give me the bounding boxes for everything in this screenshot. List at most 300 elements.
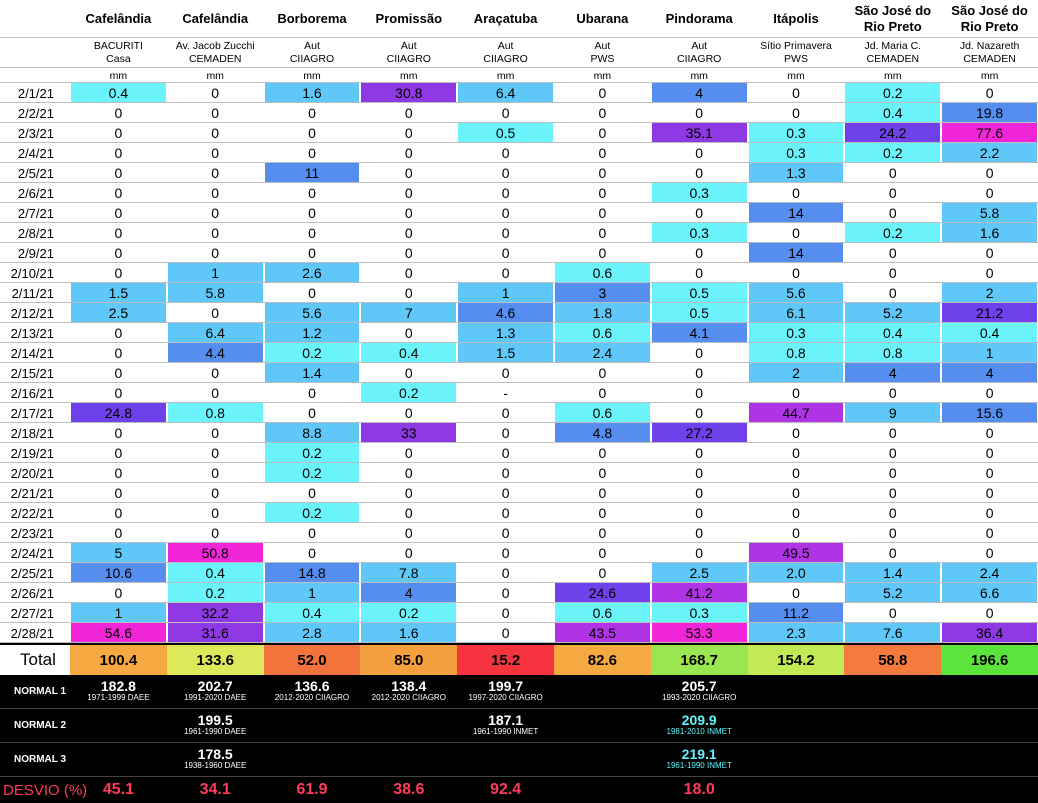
rainfall-cell: 6.4 bbox=[168, 323, 263, 343]
normal-value: 202.7 bbox=[197, 677, 233, 694]
station-detail-line2: CEMADEN bbox=[866, 53, 920, 65]
station-city-header bbox=[70, 0, 167, 38]
rainfall-cell: 0 bbox=[792, 445, 800, 461]
normal-value: 199.7 bbox=[488, 677, 524, 694]
table-row bbox=[0, 163, 1038, 183]
rainfall-cell: 0 bbox=[695, 145, 704, 161]
table-row bbox=[0, 283, 1038, 303]
date-cell: 2/18/21 bbox=[10, 425, 54, 441]
rainfall-cell: 35.1 bbox=[652, 123, 747, 143]
rainfall-cell: 0 bbox=[211, 465, 220, 481]
rainfall-cell: 0 bbox=[888, 165, 897, 181]
total-value: 196.6 bbox=[941, 645, 1038, 675]
rainfall-cell: 0 bbox=[114, 505, 123, 521]
normal-value-cell bbox=[167, 675, 264, 708]
rainfall-cell: 0 bbox=[404, 325, 413, 341]
rainfall-cell: 0 bbox=[598, 205, 607, 221]
station-detail-header bbox=[264, 38, 361, 68]
rainfall-cell: 0 bbox=[308, 405, 316, 421]
table-row bbox=[0, 483, 1038, 503]
rainfall-cell: 14.8 bbox=[265, 563, 360, 583]
normal-value-cell bbox=[360, 675, 457, 708]
rainfall-cell: 0.6 bbox=[555, 323, 650, 343]
rainfall-cell: 0 bbox=[695, 345, 704, 361]
rainfall-cell: 0 bbox=[598, 145, 607, 161]
rainfall-cell: 1 bbox=[168, 263, 263, 283]
rainfall-cell: 1 bbox=[265, 583, 360, 603]
rainfall-cell: 1.3 bbox=[749, 163, 844, 183]
rainfall-cell: 8.8 bbox=[265, 423, 360, 443]
rainfall-cell: 0 bbox=[501, 205, 510, 221]
rainfall-cell: 0 bbox=[598, 385, 607, 401]
date-cell: 2/20/21 bbox=[10, 465, 54, 481]
normal-value-cell bbox=[167, 743, 264, 776]
station-detail-line1: Aut bbox=[497, 40, 514, 52]
rainfall-cell: 2.4 bbox=[555, 343, 650, 363]
rainfall-cell: 0 bbox=[211, 205, 220, 221]
table-row bbox=[0, 603, 1038, 623]
rainfall-cell: 0 bbox=[598, 525, 607, 541]
rainfall-cell: 0 bbox=[211, 525, 220, 541]
date-cell: 2/16/21 bbox=[10, 385, 54, 401]
station-detail-line2: PWS bbox=[784, 53, 808, 65]
total-value: 52.0 bbox=[264, 645, 361, 675]
date-cell: 2/4/21 bbox=[17, 145, 54, 161]
station-city-name: Pindorama bbox=[665, 11, 733, 26]
rainfall-cell: 0.2 bbox=[361, 383, 456, 403]
rainfall-cell: 0 bbox=[695, 265, 704, 281]
desvio-row bbox=[0, 777, 1038, 803]
table-row bbox=[0, 343, 1038, 363]
rainfall-cell: 0 bbox=[792, 265, 800, 281]
station-detail-header bbox=[554, 38, 651, 68]
rainfall-cell: 0 bbox=[404, 205, 413, 221]
rainfall-cell: 5.2 bbox=[845, 303, 940, 323]
date-cell: 2/10/21 bbox=[10, 265, 54, 281]
rainfall-cell: 0 bbox=[404, 285, 413, 301]
rainfall-cell: 0 bbox=[501, 245, 510, 261]
desvio-value: 92.4 bbox=[490, 781, 522, 798]
rainfall-cell: 0 bbox=[501, 525, 510, 541]
unit-label: mm bbox=[980, 69, 999, 82]
rainfall-cell: 0 bbox=[404, 445, 413, 461]
normal-source: 1981-2010 INMET bbox=[666, 726, 732, 736]
rainfall-cell: 0 bbox=[985, 185, 994, 201]
rainfall-cell: 0.8 bbox=[168, 403, 263, 423]
rainfall-cell: 0 bbox=[114, 385, 123, 401]
rainfall-cell: 0 bbox=[114, 465, 123, 481]
date-cell: 2/27/21 bbox=[10, 605, 54, 621]
desvio-value: 45.1 bbox=[102, 781, 134, 798]
rainfall-cell: 0.8 bbox=[749, 343, 844, 363]
rainfall-cell: 1.8 bbox=[555, 303, 650, 323]
rainfall-cell: 0 bbox=[211, 225, 220, 241]
rainfall-cell: 0 bbox=[114, 125, 123, 141]
rainfall-cell: 1.3 bbox=[458, 323, 553, 343]
rainfall-cell: 4.8 bbox=[555, 423, 650, 443]
rainfall-cell: 0 bbox=[695, 165, 704, 181]
rainfall-cell: 0 bbox=[211, 305, 220, 321]
rainfall-cell: 0.2 bbox=[845, 223, 940, 243]
rainfall-cell: 0.2 bbox=[265, 463, 360, 483]
station-detail-line1: BACURITI bbox=[93, 40, 143, 52]
normal-value-cell bbox=[651, 675, 748, 708]
rainfall-cell: 0 bbox=[308, 125, 316, 141]
station-detail-line1: Aut bbox=[304, 40, 320, 52]
normal-row bbox=[0, 709, 1038, 743]
rainfall-cell: 0 bbox=[404, 225, 413, 241]
date-cell: 2/25/21 bbox=[10, 565, 54, 581]
rainfall-cell: 0 bbox=[114, 225, 123, 241]
table-row bbox=[0, 123, 1038, 143]
rainfall-cell: 0 bbox=[598, 125, 607, 141]
unit-label: mm bbox=[496, 69, 515, 82]
rainfall-cell: 0 bbox=[598, 465, 607, 481]
table-row bbox=[0, 543, 1038, 563]
station-detail-line2: CEMADEN bbox=[188, 53, 242, 65]
rainfall-cell: 0 bbox=[695, 385, 704, 401]
date-cell: 2/21/21 bbox=[10, 485, 54, 501]
rainfall-cell: 0 bbox=[792, 225, 800, 241]
table-row bbox=[0, 503, 1038, 523]
rainfall-cell: 0 bbox=[888, 185, 897, 201]
rainfall-cell: 7 bbox=[361, 303, 456, 323]
station-detail-header bbox=[457, 38, 554, 68]
rainfall-cell: 0.2 bbox=[168, 583, 263, 603]
rainfall-cell: 0 bbox=[985, 485, 994, 501]
station-city-name: São José do Rio Preto bbox=[854, 3, 932, 34]
unit-label: mm bbox=[787, 69, 805, 82]
unit-label: mm bbox=[884, 69, 902, 82]
rainfall-cell: 0 bbox=[598, 85, 607, 101]
rainfall-cell: 0 bbox=[888, 505, 897, 521]
station-detail-line2: CEMADEN bbox=[963, 53, 1016, 65]
normal-source: 1938-1960 DAEE bbox=[184, 760, 247, 770]
rainfall-cell: 0.3 bbox=[749, 143, 844, 163]
rainfall-cell: 0 bbox=[792, 105, 800, 121]
rainfall-cell: 5 bbox=[71, 543, 166, 563]
date-cell: 2/7/21 bbox=[17, 205, 54, 221]
rainfall-cell: 41.2 bbox=[652, 583, 747, 603]
rainfall-cell: 24.6 bbox=[555, 583, 650, 603]
station-city-name: Itápolis bbox=[773, 11, 819, 26]
desvio-label: DESVIO (%) bbox=[3, 781, 88, 799]
table-row bbox=[0, 623, 1038, 643]
date-cell: 2/1/21 bbox=[17, 85, 54, 101]
rainfall-cell: 4 bbox=[845, 363, 940, 383]
rainfall-cell: 0 bbox=[501, 405, 510, 421]
rainfall-cell: 0 bbox=[211, 505, 220, 521]
rainfall-cell: 0 bbox=[598, 185, 607, 201]
normal-value-cell bbox=[457, 709, 554, 742]
desvio-value: 34.1 bbox=[199, 781, 231, 798]
rainfall-cell: 0 bbox=[404, 125, 413, 141]
normal-value: 187.1 bbox=[488, 711, 524, 728]
rainfall-cell: 2.5 bbox=[652, 563, 747, 583]
rainfall-cell: 0.5 bbox=[458, 123, 553, 143]
rainfall-cell: 0.2 bbox=[265, 503, 360, 523]
rainfall-cell: 0 bbox=[985, 505, 994, 521]
rainfall-cell: 4.4 bbox=[168, 343, 263, 363]
table-row bbox=[0, 463, 1038, 483]
station-detail-line2: CIIAGRO bbox=[677, 53, 722, 65]
rainfall-cell: 0.3 bbox=[652, 183, 747, 203]
rainfall-cell: 0 bbox=[792, 525, 800, 541]
rainfall-cell: 54.6 bbox=[71, 623, 166, 643]
rainfall-cell: 1 bbox=[458, 283, 553, 303]
rainfall-cell: 0 bbox=[308, 205, 316, 221]
rainfall-cell: 0 bbox=[888, 445, 897, 461]
rainfall-cell: 0 bbox=[598, 505, 607, 521]
rainfall-cell: 5.2 bbox=[845, 583, 940, 603]
rainfall-cell: 2.0 bbox=[749, 563, 844, 583]
rainfall-cell: 27.2 bbox=[652, 423, 747, 443]
rainfall-cell: 0 bbox=[695, 445, 704, 461]
rainfall-cell: 2.8 bbox=[265, 623, 360, 643]
station-detail-line2: CIIAGRO bbox=[289, 53, 335, 65]
date-cell: 2/2/21 bbox=[17, 105, 54, 121]
rainfall-cell: 0 bbox=[695, 545, 704, 561]
desvio-value: 18.0 bbox=[683, 781, 715, 798]
rainfall-cell: 0 bbox=[308, 225, 316, 241]
station-detail-header bbox=[844, 38, 941, 68]
rainfall-cell: 19.8 bbox=[942, 103, 1037, 123]
rainfall-cell: 0 bbox=[598, 245, 607, 261]
date-cell: 2/8/21 bbox=[17, 225, 54, 241]
table-row bbox=[0, 323, 1038, 343]
station-detail-line1: Av. Jacob Zucchi bbox=[175, 40, 255, 52]
rainfall-cell: 0 bbox=[598, 485, 607, 501]
rainfall-cell: 0 bbox=[501, 485, 510, 501]
rainfall-cell: 0.4 bbox=[71, 83, 166, 103]
rainfall-cell: 0 bbox=[211, 125, 220, 141]
rainfall-cell: 0 bbox=[695, 525, 704, 541]
rainfall-cell: 0 bbox=[695, 505, 704, 521]
rainfall-cell: 0 bbox=[501, 545, 510, 561]
rainfall-cell: 0 bbox=[501, 165, 510, 181]
normal-row bbox=[0, 743, 1038, 777]
rainfall-cell: 36.4 bbox=[942, 623, 1037, 643]
rainfall-cell: 0 bbox=[985, 425, 994, 441]
unit-label: mm bbox=[206, 69, 224, 82]
rainfall-cell: 0 bbox=[114, 105, 123, 121]
rainfall-cell: 0 bbox=[888, 285, 897, 301]
rainfall-cell: 0 bbox=[211, 485, 220, 501]
rainfall-cell: 1.4 bbox=[845, 563, 940, 583]
station-city-name: Borborema bbox=[277, 11, 347, 26]
desvio-value: 61.9 bbox=[296, 781, 328, 798]
rainfall-cell: 0.5 bbox=[652, 283, 747, 303]
rainfall-cell: 0 bbox=[114, 245, 123, 261]
rainfall-cell: 2.4 bbox=[942, 563, 1037, 583]
normal-value-cell bbox=[264, 675, 361, 708]
rainfall-cell: 0.5 bbox=[652, 303, 747, 323]
rainfall-cell: 0.3 bbox=[652, 223, 747, 243]
desvio-value: 38.6 bbox=[393, 781, 425, 798]
rainfall-cell: 1.4 bbox=[265, 363, 360, 383]
rainfall-cell: 0 bbox=[501, 265, 510, 281]
normal-value: 182.8 bbox=[100, 677, 136, 694]
rainfall-cell: 0 bbox=[114, 525, 123, 541]
rainfall-cell: 2 bbox=[749, 363, 844, 383]
rainfall-cell: 0 bbox=[114, 425, 123, 441]
normal-source: 1961-1990 INMET bbox=[666, 760, 732, 770]
table-row bbox=[0, 443, 1038, 463]
rainfall-cell: 0 bbox=[792, 505, 800, 521]
rainfall-cell: 0 bbox=[985, 85, 994, 101]
rainfall-cell: 0.3 bbox=[652, 603, 747, 623]
header-units bbox=[0, 68, 1038, 83]
rainfall-cell: 4.6 bbox=[458, 303, 553, 323]
date-cell: 2/3/21 bbox=[17, 125, 54, 141]
rainfall-cell: 0 bbox=[792, 425, 800, 441]
rainfall-cell: 0 bbox=[792, 385, 800, 401]
rainfall-cell: 0.6 bbox=[555, 263, 650, 283]
rainfall-cell: 0 bbox=[888, 605, 897, 621]
rainfall-cell: 0 bbox=[211, 145, 220, 161]
rainfall-cell: 0 bbox=[211, 165, 220, 181]
station-detail-line1: Aut bbox=[594, 40, 611, 52]
rainfall-cell: 0.2 bbox=[265, 443, 360, 463]
rainfall-cell: 0 bbox=[985, 445, 994, 461]
rainfall-cell: 0 bbox=[211, 105, 220, 121]
rainfall-cell: 0 bbox=[501, 505, 510, 521]
rainfall-cell: 1.6 bbox=[361, 623, 456, 643]
rainfall-cell: 0 bbox=[501, 625, 510, 641]
rainfall-cell: 0 bbox=[501, 565, 510, 581]
rainfall-cell: 0 bbox=[211, 385, 220, 401]
rainfall-cell: 0 bbox=[888, 245, 897, 261]
rainfall-cell: 0 bbox=[404, 365, 413, 381]
station-city-header bbox=[941, 0, 1038, 38]
station-detail-header bbox=[651, 38, 748, 68]
rainfall-cell: 0 bbox=[114, 585, 123, 601]
station-detail-header bbox=[360, 38, 457, 68]
rainfall-cell: 0.6 bbox=[555, 403, 650, 423]
rainfall-cell: 0 bbox=[695, 405, 704, 421]
station-city-name: São José do Rio Preto bbox=[951, 3, 1028, 34]
rainfall-cell: 15.6 bbox=[942, 403, 1037, 423]
rainfall-cell: 0 bbox=[404, 525, 413, 541]
table-row bbox=[0, 363, 1038, 383]
table-row bbox=[0, 583, 1038, 603]
station-city-header bbox=[651, 0, 748, 38]
rainfall-cell: 0 bbox=[308, 145, 316, 161]
table-row bbox=[0, 103, 1038, 123]
rainfall-cell: 0 bbox=[888, 545, 897, 561]
rainfall-cell: 0 bbox=[985, 605, 994, 621]
rainfall-cell: 0 bbox=[308, 285, 316, 301]
total-value: 58.8 bbox=[844, 645, 941, 675]
rainfall-cell: 0.2 bbox=[265, 343, 360, 363]
rainfall-cell: 2.2 bbox=[942, 143, 1037, 163]
date-cell: 2/9/21 bbox=[17, 245, 54, 261]
rainfall-cell: 0.3 bbox=[749, 123, 844, 143]
table-row bbox=[0, 183, 1038, 203]
normal-value-cell bbox=[651, 743, 748, 776]
rainfall-cell: 0 bbox=[695, 205, 704, 221]
station-detail-line2: CIIAGRO bbox=[483, 53, 528, 65]
rainfall-cell: 4.1 bbox=[652, 323, 747, 343]
table-row bbox=[0, 423, 1038, 443]
rainfall-cell: 21.2 bbox=[942, 303, 1037, 323]
rainfall-cell: 11.2 bbox=[749, 603, 844, 623]
rainfall-cell: 0 bbox=[308, 245, 316, 261]
rainfall-cell: 0.6 bbox=[555, 603, 650, 623]
normal-value-cell bbox=[167, 709, 264, 742]
rainfall-cell: 0 bbox=[792, 185, 800, 201]
rainfall-cell: 0 bbox=[792, 485, 800, 501]
station-city-header bbox=[748, 0, 845, 38]
rainfall-cell: 1.5 bbox=[458, 343, 553, 363]
rainfall-cell: 0 bbox=[598, 105, 607, 121]
normal-row bbox=[0, 675, 1038, 709]
station-city-header bbox=[360, 0, 457, 38]
rainfall-cell: 11 bbox=[265, 163, 360, 183]
normal-label: NORMAL 3 bbox=[13, 754, 67, 765]
rainfall-cell: 0.4 bbox=[168, 563, 263, 583]
rainfall-cell: 33 bbox=[361, 423, 456, 443]
date-cell: 2/11/21 bbox=[11, 285, 54, 301]
station-detail-line2: PWS bbox=[590, 53, 615, 65]
rainfall-cell: 0 bbox=[792, 465, 800, 481]
grid-line bbox=[0, 37, 1038, 38]
rainfall-cell: 0.4 bbox=[361, 343, 456, 363]
rainfall-cell: 0 bbox=[308, 105, 316, 121]
rainfall-cell: 0 bbox=[501, 365, 510, 381]
rainfall-cell: 0.4 bbox=[845, 323, 940, 343]
rainfall-cell: 4 bbox=[361, 583, 456, 603]
rainfall-cell: 0 bbox=[501, 445, 510, 461]
rainfall-cell: 0 bbox=[211, 245, 220, 261]
rainfall-cell: 9 bbox=[845, 403, 940, 423]
station-detail-line2: Casa bbox=[106, 53, 131, 65]
rainfall-cell: 53.3 bbox=[652, 623, 747, 643]
rainfall-cell: 24.8 bbox=[71, 403, 166, 423]
rainfall-cell: 0 bbox=[888, 485, 897, 501]
normal-source: 1961-1990 DAEE bbox=[184, 726, 247, 736]
date-cell: 2/22/21 bbox=[10, 505, 54, 521]
total-label: Total bbox=[20, 650, 56, 669]
rainfall-cell: 0 bbox=[501, 605, 510, 621]
rainfall-cell: 0 bbox=[598, 545, 607, 561]
header-station-names bbox=[0, 0, 1038, 38]
rainfall-cell: 0 bbox=[211, 445, 220, 461]
rainfall-cell: 0 bbox=[985, 545, 994, 561]
rainfall-cell: 0 bbox=[114, 165, 123, 181]
rainfall-cell: 0 bbox=[985, 465, 994, 481]
rainfall-cell: 14 bbox=[749, 203, 844, 223]
rainfall-cell: 2 bbox=[942, 283, 1037, 303]
rainfall-cell: 2.6 bbox=[265, 263, 360, 283]
rainfall-cell: 0 bbox=[888, 465, 897, 481]
table-row bbox=[0, 263, 1038, 283]
station-city-name: Cafelândia bbox=[182, 11, 249, 26]
rainfall-cell: 0 bbox=[598, 365, 607, 381]
station-detail-line1: Aut bbox=[400, 40, 417, 52]
rainfall-cell: 0 bbox=[985, 245, 994, 261]
rainfall-cell: 0 bbox=[695, 485, 704, 501]
station-detail-line1: Sítio Primavera bbox=[760, 40, 832, 52]
rainfall-cell: 5.6 bbox=[749, 283, 844, 303]
rainfall-cell: 0 bbox=[114, 325, 123, 341]
rainfall-cell: 0 bbox=[501, 145, 510, 161]
total-value: 82.6 bbox=[554, 645, 651, 675]
rainfall-cell: 14 bbox=[749, 243, 844, 263]
normal-source: 2012-2020 CIIAGRO bbox=[274, 692, 350, 702]
rainfall-cell: 0 bbox=[308, 185, 316, 201]
rainfall-cell: 1 bbox=[71, 603, 166, 623]
